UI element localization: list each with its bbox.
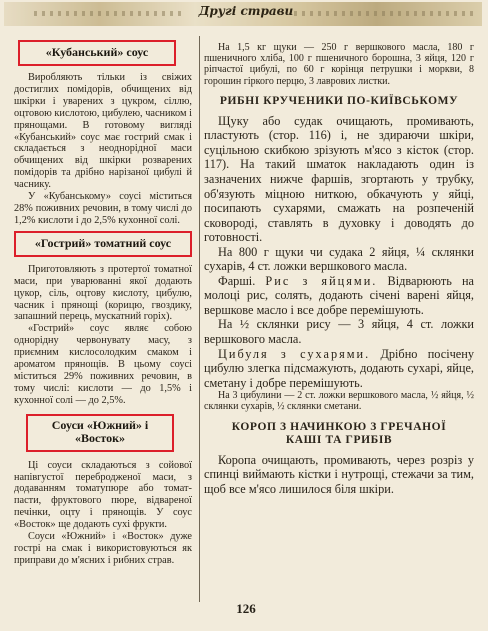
- rolls-method: Щуку або судак очищають, промивають, пластують (стор. 116) і, не здираючи шкіри, суцільною скибкою зрізують м'ясо з кісток (стор. 117). На такий шматок накладають один із зазначених нижче фаршів, згортають у трубку, об'язують міцною ниткою, обкачують у яйці, посипають сухарями, смажать на розпеченій сковороді, ставлять в духовку і доводять до готовності.: [204, 113, 474, 245]
- ingredients-pike: На 1,5 кг щуки — 250 г вершкового масла, 180 г пшеничного хліба, 100 г пшеничного борошна, 3 яйця, 120 г ріпчастої цибулі, по 60 г корінця петрушки і моркви, 8 горошин гіркого перцю, 3 лаврових листки.: [204, 42, 474, 87]
- yuzhny-vostok-title-line1: Соуси «Южний» і: [51, 417, 149, 432]
- filling-rice-text: Відварюють на молоці рис, солять, додають січені варені яйця, вершкове масло і все добре перемішують.: [204, 273, 474, 317]
- ingredients-block-1: [204, 42, 474, 87]
- kubansky-description: Виробляють тільки із свіжих достиглих помідорів, обчищених від шкірки і уварених з цукром, сіллю, оцтовою кислотою, цибулею, часником і прянощами. В готовому вигляді «Кубанський» соус має гострий смак і складається з неоднорідної маси обчищених від шкірки розварених помідорів та дрібно нарізаної цибулі й часнику.: [14, 72, 192, 191]
- filling-rice-title: Рис з яйцями.: [265, 273, 378, 288]
- yuzhny-vostok-composition: Ці соуси складаються з сойової напівгустої перебродженої маси, з додаванням томатупюре або томат-пасти, фруктового пюре, відвареної печінки, оцту і прянощів. У соус «Восток» ще додають сухі фрукти.: [14, 459, 192, 531]
- yuzhny-vostok-title-line2: «Восток»: [75, 431, 125, 446]
- header-ornament-right: [294, 11, 474, 16]
- ingredients-block-2: [204, 390, 474, 412]
- kubansky-sauce-title: «Кубанський» соус: [18, 40, 176, 66]
- page-number: 126: [236, 601, 256, 616]
- rice-quantities: На ½ склянки рису — 3 яйця, 4 ст. ложки вершкового масла.: [204, 317, 474, 347]
- fillings-label: Фарші.: [218, 273, 256, 288]
- rolls-quantities: На 800 г щуки чи судака 2 яйця, ¼ склянки сухарів, 4 ст. ложки вершкового масла.: [204, 244, 474, 274]
- yuzhny-vostok-sauce-title: [26, 414, 174, 452]
- filling-onion-text: Дрібно посічену цибулю злегка підсмажують, додають сухарі, яйце, сметану і добре перемішують.: [204, 346, 474, 390]
- column-divider: [199, 36, 200, 602]
- carp-heading-line2: КАШІ ТА ГРИБІВ: [285, 433, 393, 446]
- kubansky-composition: У «Кубанському» соусі міститься 28% поживних речовин, в тому числі до 1,2% кислоти і до 2,5% кухонної солі.: [14, 191, 192, 226]
- hostry-sauce-title: «Гострий» томатний соус: [14, 231, 192, 257]
- onion-quantities: На 3 цибулини — 2 ст. ложки вершкового масла, ½ яйця, ½ склянки сухарів, ½ склянки сметани.: [204, 390, 474, 413]
- yuzhny-vostok-usage: Соуси «Южний» і «Восток» дуже гострі на смак і використовуються як приправи до м'ясних і рибних страв.: [14, 531, 192, 566]
- fillings-onion-paragraph: [204, 347, 474, 391]
- recipe-heading-carp: [204, 421, 474, 447]
- filling-onion-title: Цибуля з сухарями.: [218, 346, 371, 361]
- left-column: [14, 40, 192, 567]
- hostry-preparation: Приготовляють з протертої томатної маси, при уварюванні якої додають цукор, сіль, оцтову кислоту, цибулю, часник і прянощі (корицю, гвоздику, запашний перець, мускатний горіх).: [14, 263, 192, 323]
- hostry-description: «Гострий» соус являє собою однорідну червонувату масу, з приємним кислосолодким смаком і ароматом прянощів. В цьому соусі міститься 29% поживних речовин, в тому числі: кислоти — до 1,5% і кухонної солі — до 2,5%.: [14, 323, 192, 406]
- recipe-heading-rolls: РИБНІ КРУЧЕНИКИ ПО-КИЇВСЬКОМУ: [219, 94, 459, 107]
- fillings-rice-paragraph: [204, 274, 474, 318]
- carp-method: Коропа очищають, промивають, через розріз у спинці виймають кістки і нутрощі, стежачи за тим, щоб все м'ясо лишилося біля шкіри.: [204, 452, 474, 496]
- carp-heading-line1: КОРОП З НАЧИНКОЮ З ГРЕЧАНОЇ: [231, 420, 447, 433]
- right-column: [204, 42, 474, 496]
- running-header-title: Другі страви: [198, 4, 294, 18]
- header-ornament-left: [34, 11, 184, 16]
